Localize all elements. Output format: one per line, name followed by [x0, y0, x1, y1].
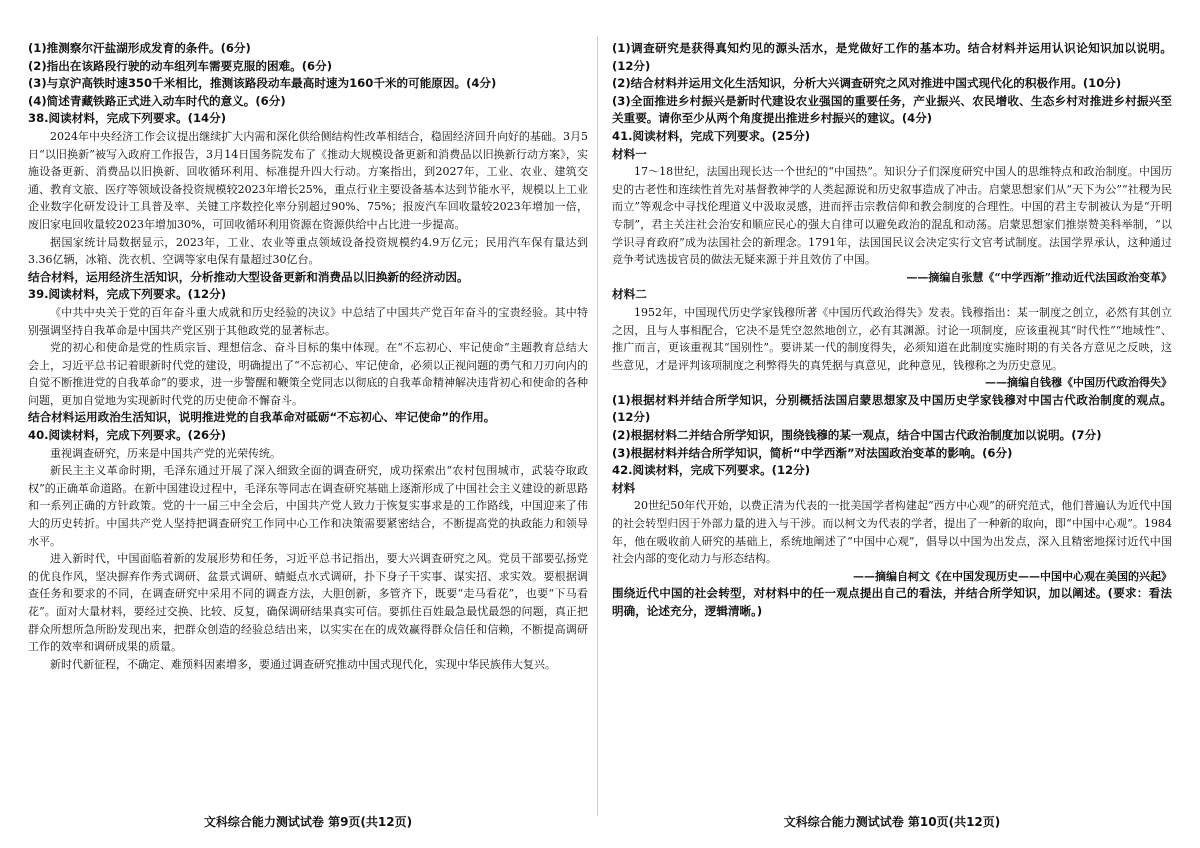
left-text-block: 40.阅读材料，完成下列要求。(26分)	[28, 428, 226, 443]
right-page	[612, 0, 1172, 848]
left-page-content	[28, 40, 588, 800]
left-text-block: (2)指出在该路段行驶的动车组列车需要克服的困难。(6分)	[28, 58, 332, 73]
right-page-footer: 文科综合能力测试试卷 第10页(共12页)	[783, 815, 1001, 829]
left-page	[28, 0, 588, 848]
right-text-block: ——摘编自柯文《在中国发现历史——中国中心观在美国的兴起》	[853, 569, 1172, 583]
left-text-block: 据国家统计局数据显示，2023年，工业、农业等重点领域设备投资规模约4.9万亿元；民用汽车保有量达到3.36亿辆，冰箱、洗衣机、空调等家电保有量超过30亿台。	[28, 235, 588, 267]
right-page-content	[612, 40, 1172, 800]
right-text-block: 材料一	[612, 146, 647, 161]
right-text-block: 42.阅读材料，完成下列要求。(12分)	[612, 463, 810, 478]
left-text-block: 新时代新征程，不确定、难预料因素增多，要通过调查研究推动中国式现代化，实现中华民族伟大复兴。	[50, 657, 556, 671]
right-text-block: (2)结合材料并运用文化生活知识，分析大兴调查研究之风对推进中国式现代化的积极作用。(10分)	[612, 76, 1122, 91]
right-text-block: 17～18世纪，法国出现长达一个世纪的“中国热”。知识分子们深度研究中国人的思维特点和政治制度。中国历史的古老性和连续性首先对基督教神学的人类起源说和历史叙事造成了冲击。启蒙思想家们从“天下为公”“社稷为民而立”等观念中寻找伦理道义中汲取灵感，进而抨击宗教信仰和教会制度的合理性。中国的君主专制被认为是“开明专制”，君主关注社会治安和顺应民心的强大自律可以避免政治的混乱和动荡。启蒙思想家们推崇赞美科举制，“以学识寻育政府”成为法国社会的新理念。1791年，法国国民议会决定实行文官考试制度。法国学界承认，这种通过竞争考试选拔官员的做法无疑来源于并且效仿了中国。	[612, 165, 1172, 267]
left-text-block: (4)简述青藏铁路正式进入动车时代的意义。(6分)	[28, 93, 286, 108]
left-text-block: (1)推测察尔汗盐湖形成发育的条件。(6分)	[28, 41, 251, 55]
right-text-block: ——摘编自钱穆《中国历代政治得失》	[985, 376, 1172, 390]
left-text-block: 39.阅读材料，完成下列要求。(12分)	[28, 287, 226, 302]
left-text-block: 2024年中央经济工作会议提出继续扩大内需和深化供给侧结构性改革相结合，稳固经济回升向好的基础。3月5日“以旧换新”被写入政府工作报告，3月14日国务院发布了《推动大规模设备更新和消费品以旧换新行动方案》，实施设备更新、消费品以旧换新、回收循环利用、标准提升四大行动。方案指出，到2027年，工业、农业、建筑交通、教育文旅、医疗等领域设备投资规模较2023年增长25%，重点行业主要设备基本达到节能水平，规模以上工业企业数字化研发设计工具普及率、关键工序数控化率分别超过90%、75%；报废汽车回收量较2023年增加一倍，废旧家电回收量较2023年增加30%，可回收循环利用资源在资源供给中占比进一步提高。	[28, 129, 588, 231]
right-text-block: (3)全面推进乡村振兴是新时代建设农业强国的重要任务，产业振兴、农民增收、生态乡村对推进乡村振兴至关重要。请你至少从两个角度提出推进乡村振兴的建议。(4分)	[612, 93, 1172, 126]
left-text-block: (3)与京沪高铁时速350千米相比，推测该路段动车最高时速为160千米的可能原因。(4分)	[28, 76, 497, 91]
left-text-block: 重视调查研究，历来是中国共产党的光荣传统。	[50, 446, 281, 460]
left-text-block: 结合材料，运用经济生活知识，分析推动大型设备更新和消费品以旧换新的经济动因。	[28, 269, 469, 284]
right-text-block: (1)根据材料并结合所学知识，分别概括法国启蒙思想家及中国历史学家钱穆对中国古代政治制度的观点。(12分)	[612, 392, 1172, 425]
right-text-block: (3)根据材料并结合所学知识，简析“中学西渐”对法国政治变革的影响。(6分)	[612, 445, 1013, 460]
right-text-block: 材料二	[612, 287, 647, 302]
left-text-block: 《中共中央关于党的百年奋斗重大成就和历史经验的决议》中总结了中国共产党百年奋斗的宝贵经验。其中特别强调坚持自我革命是中国共产党区别于其他政党的显著标志。	[28, 305, 588, 337]
right-text-block: 20世纪50年代开始，以费正清为代表的一批美国学者构建起“西方中心观”的研究范式，他们普遍认为近代中国的社会转型归因于外部力量的进入与干涉。而以柯文为代表的学者，提出了一种新的取向，即“中国中心观”。1984年，他在吸收前人研究的基础上，系统地阐述了“中国中心观”，倡导以中国为出发点，深入且精密地探讨近代中国社会内部的变化动力与形态结构。	[612, 499, 1172, 566]
right-text-block: 1952年，中国现代历史学家钱穆所著《中国历代政治得失》发表。钱穆指出：某一制度之创立，必然有其创立之因，且与人事相配合，它决不是凭空忽然地创立，必有其渊源。讨论一项制度，应该重视其“时代性”“地域性”、推广而言，更该重视其“国别性”。要讲某一代的制度得失，必须知道在此制度实施时期的有关各方意见之反映，这些意见，才是评判该项制度之利弊得失的真凭据与真意见，此种意见，钱穆称之为历史意见。	[612, 305, 1172, 372]
right-text-block: (1)调查研究是获得真知灼见的源头活水，是党做好工作的基本功。结合材料并运用认识论知识加以说明。(12分)	[612, 41, 1172, 73]
left-text-block: 新民主主义革命时期，毛泽东通过开展了深入细致全面的调查研究，成功探索出“农村包围城市，武装夺取政权”的正确革命道路。在新中国建设过程中，毛泽东等同志在调查研究基础上逐渐形成了中国社会主义建设的新思路和一系列正确的方针政策。党的十一届三中全会后，中国共产党人致力于恢复实事求是的工作路线，中国迎来了伟大的历史转折。中国共产党人坚持把调查研究工作同中心工作和决策需要紧密结合，不断提高党的执政能力和领导水平。	[28, 464, 588, 548]
right-text-block: 材料	[612, 480, 636, 495]
left-text-block: 38.阅读材料，完成下列要求。(14分)	[28, 111, 226, 126]
left-text-block: 进入新时代，中国面临着新的发展形势和任务，习近平总书记指出，要大兴调查研究之风。党员干部要弘扬党的优良作风，坚决摒弃作秀式调研、盆景式调研、蜻蜓点水式调研，扑下身子干实事、谋实招、求实效。要根据调查任务和要求的不同，在调查研究中采用不同的调查方法，大胆创新，多管齐下，既要“走马看花”，也要“下马看花”。面对大量材料，要经过交换、比较、反复，确保调研结果真实可信。要抓住百姓最急最忧最怨的问题，真正把群众所想所急所盼发现出来，把群众创造的经验总结出来，以实实在在的成效赢得群众信任和信赖，不断提高调研工作的效率和调研成果的质量。	[28, 552, 588, 654]
left-text-block: 结合材料运用政治生活知识，说明推进党的自我革命对砥砺“不忘初心、牢记使命”的作用。	[28, 410, 496, 425]
right-text-block: ——摘编自张慧《“中学西渐”推动近代法国政治变革》	[906, 270, 1172, 284]
right-text-block: 围绕近代中国的社会转型，对材料中的任一观点提出自己的看法，并结合所学知识，加以阐述。(要求：看法明确，论述充分，逻辑清晰。)	[612, 586, 1172, 618]
right-text-block: 41.阅读材料，完成下列要求。(25分)	[612, 128, 810, 143]
right-text-block: (2)根据材料二并结合所学知识，围绕钱穆的某一观点，结合中国古代政治制度加以说明。(7分)	[612, 428, 1102, 443]
left-text-block: 党的初心和使命是党的性质宗旨、理想信念、奋斗目标的集中体现。在“不忘初心、牢记使命”主题教育总结大会上，习近平总书记着眼新时代党的建设，明确提出了“不忘初心、牢记使命，必须以正视问题的勇气和刀刃向内的自觉不断推进党的自我革命”的要求，进一步警醒和鞭策全党同志以彻底的自我革命精神解决违背初心和使命的各种问题，更加自觉地为实现新时代党的历史使命不懈奋斗。	[28, 341, 588, 407]
left-page-footer: 文科综合能力测试试卷 第9页(共12页)	[203, 815, 413, 829]
page-divider	[597, 36, 598, 816]
